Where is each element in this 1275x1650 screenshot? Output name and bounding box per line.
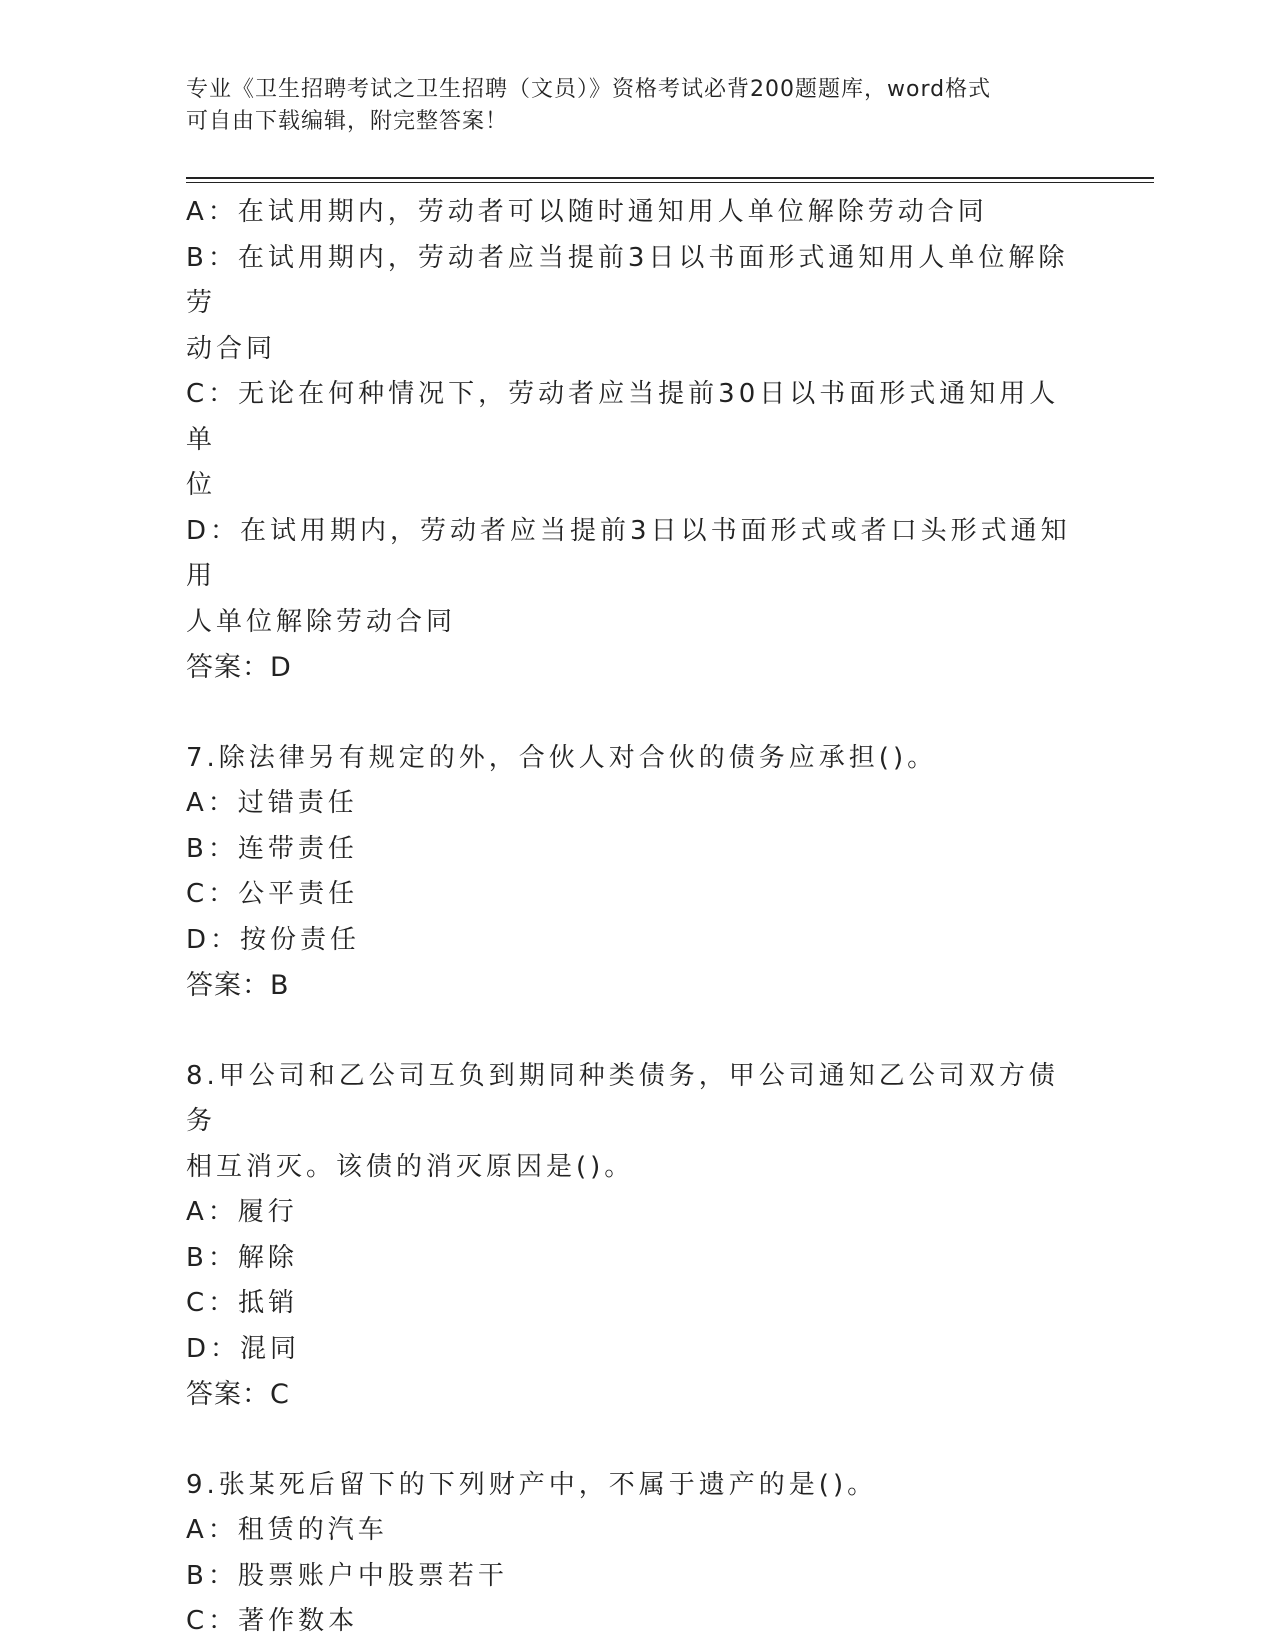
option-8-a: A：履行 <box>186 1197 298 1227</box>
option-6-b: B：在试用期内，劳动者应当提前3日以书面形式通知用人单位解除劳 <box>186 242 1069 318</box>
option-8-d: D：混同 <box>186 1333 301 1364</box>
option-6-b-cont: 动合同 <box>186 333 277 364</box>
option-8-b: B：解除 <box>186 1242 298 1273</box>
header-line-1: 专业《卫生招聘考试之卫生招聘（文员）》资格考试必背200题题库，word格式 <box>186 77 992 102</box>
answer-8: 答案：C <box>186 1379 290 1410</box>
option-7-c: C：公平责任 <box>186 879 359 909</box>
question-8-line-2: 相互消灭。该债的消灭原因是()。 <box>186 1151 635 1182</box>
option-6-c-cont: 位 <box>186 470 217 500</box>
option-8-c: C：抵销 <box>186 1288 299 1318</box>
question-content <box>186 190 1076 1645</box>
option-6-d: D：在试用期内，劳动者应当提前3日以书面形式或者口头形式通知用 <box>186 515 1071 591</box>
option-9-b: B：股票账户中股票若干 <box>186 1560 508 1591</box>
option-7-a: A：过错责任 <box>186 788 358 818</box>
header-line-2: 可自由下载编辑，附完整答案！ <box>186 109 509 134</box>
header-rule-thick <box>186 177 1154 179</box>
document-header <box>186 74 1086 138</box>
option-9-a: A：租赁的汽车 <box>186 1515 388 1545</box>
question-9: 9.张某死后留下的下列财产中，不属于遗产的是()。 <box>186 1469 878 1500</box>
option-7-b: B：连带责任 <box>186 833 358 864</box>
option-9-c: C：著作数本 <box>186 1606 359 1636</box>
question-7: 7.除法律另有规定的外，合伙人对合伙的债务应承担()。 <box>186 742 938 773</box>
option-6-d-cont: 人单位解除劳动合同 <box>186 606 457 637</box>
option-6-a: A：在试用期内，劳动者可以随时通知用人单位解除劳动合同 <box>186 197 988 227</box>
question-8-line-1: 8.甲公司和乙公司互负到期同种类债务，甲公司通知乙公司双方债务 <box>186 1060 1059 1136</box>
header-rule-thin <box>186 182 1154 183</box>
option-6-c: C：无论在何种情况下，劳动者应当提前30日以书面形式通知用人单 <box>186 379 1060 455</box>
option-7-d: D：按份责任 <box>186 924 361 955</box>
answer-6: 答案：D <box>186 652 292 683</box>
answer-7: 答案：B <box>186 970 290 1001</box>
